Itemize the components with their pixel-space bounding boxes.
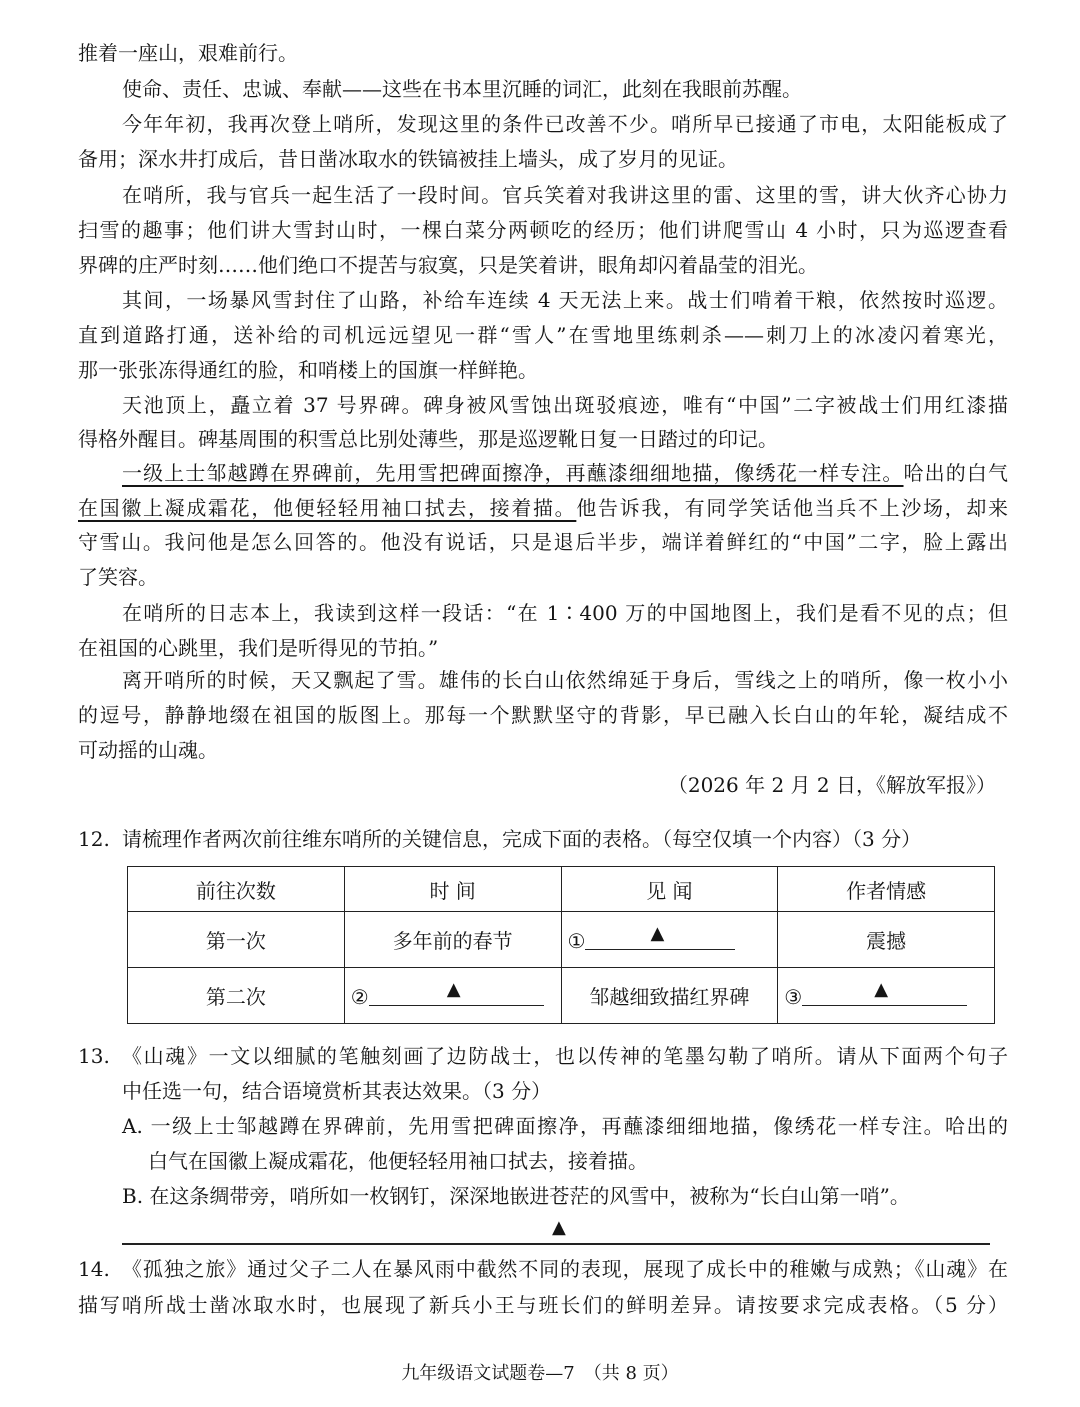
underlined-line-2 <box>78 493 1008 523</box>
underlined-sentence-part-2: 在国徽上凝成霜花，他便轻轻用袖口拭去，接着描。 <box>78 496 577 520</box>
blank-1-marker: ① <box>567 928 586 953</box>
blank-2-line[interactable] <box>369 978 544 1006</box>
blank-3-line[interactable] <box>802 978 967 1006</box>
passage-line: 在祖国的心跳里，我们是听得见的节拍。” <box>78 636 439 660</box>
blank-1-line[interactable] <box>585 922 735 950</box>
passage-continuation: 哈出的白气 <box>903 461 1009 485</box>
blank-triangle-icon: ▲ <box>874 978 889 1000</box>
cell-first-time: 多年前的春节 <box>344 912 561 968</box>
passage-line: 直到道路打通，送补给的司机远远望见一群“雪人”在雪地里练刺杀——刺刀上的冰凌闪着寒光， <box>78 323 1008 347</box>
blank-triangle-icon: ▲ <box>446 978 461 1000</box>
passage-line: 可动摇的山魂。 <box>78 738 218 762</box>
passage-line: 备用；深水井打成后，昔日凿冰取水的铁镐被挂上墙头，成了岁月的见证。 <box>78 147 738 171</box>
cell-first-visit: 第一次 <box>128 912 345 968</box>
header-visit: 前往次数 <box>128 867 345 912</box>
passage-line: 其间，一场暴风雪封住了山路，补给车连续 4 天无法上来。战士们啃着干粮，依然按时巡逻。 <box>122 288 1008 312</box>
passage-line: 的逗号，静静地缀在祖国的版图上。那每一个默默坚守的背影，早已融入长白山的年轮，凝结成不 <box>78 703 1008 727</box>
passage-line: 在哨所，我与官兵一起生活了一段时间。官兵笑着对我讲这里的雷、这里的雪，讲大伙齐心协力 <box>122 183 1008 207</box>
header-time: 时 间 <box>344 867 561 912</box>
underlined-sentence-part-1: 一级上士邹越蹲在界碑前，先用雪把碑面擦净，再蘸漆细细地描，像绣花一样专注。 <box>122 461 904 485</box>
passage-line: 了笑容。 <box>78 565 158 589</box>
passage-line: 推着一座山，艰难前行。 <box>78 41 298 65</box>
q14-line-1: 《孤独之旅》通过父子二人在暴风雨中截然不同的表现，展现了成长中的稚嫩与成熟；《山魂》在 <box>122 1257 1008 1281</box>
q14-number: 14. <box>78 1257 110 1281</box>
q13-answer-line[interactable] <box>122 1243 990 1245</box>
passage-line: 离开哨所的时候，天又飘起了雪。雄伟的长白山依然绵延于身后，雪线之上的哨所，像一枚小小 <box>122 668 1008 692</box>
passage-line: 使命、责任、忠诚、奉献——这些在书本里沉睡的词汇，此刻在我眼前苏醒。 <box>122 77 802 101</box>
q12-text: 请梳理作者两次前往维东哨所的关键信息，完成下面的表格。（每空仅填一个内容）（3 分） <box>122 827 922 851</box>
blank-2-cell[interactable] <box>344 968 561 1024</box>
q12-answer-table <box>127 866 995 1024</box>
q13-line-1: 《山魂》一文以细腻的笔触刻画了边防战士，也以传神的笔墨勾勒了哨所。请从下面两个句子 <box>122 1044 1008 1068</box>
blank-3-marker: ③ <box>784 984 803 1009</box>
q13-option-b: B. 在这条绸带旁，哨所如一枚钢钉，深深地嵌进苍茫的风雪中，被称为“长白山第一哨”。 <box>122 1184 910 1208</box>
q14-line-2: 描写哨所战士凿冰取水时，也展现了新兵小王与班长们的鲜明差异。请按要求完成表格。（5 分） <box>78 1293 1008 1317</box>
header-observation: 见 闻 <box>561 867 778 912</box>
passage-line: 天池顶上，矗立着 37 号界碑。碑身被风雪蚀出斑驳痕迹，唯有“中国”二字被战士们用红漆描 <box>122 393 1008 417</box>
cell-first-emotion: 震撼 <box>778 912 995 968</box>
table-row <box>128 968 995 1024</box>
blank-1-cell[interactable] <box>561 912 778 968</box>
q13-option-a-line-2: 白气在国徽上凝成霜花，他便轻轻用袖口拭去，接着描。 <box>148 1149 648 1173</box>
blank-2-marker: ② <box>350 984 369 1009</box>
cell-second-visit: 第二次 <box>128 968 345 1024</box>
page-footer: 九年级语文试题卷—7 （共 8 页） <box>401 1363 679 1384</box>
blank-3-cell[interactable] <box>778 968 995 1024</box>
q13-option-a-line-1: A. 一级上士邹越蹲在界碑前，先用雪把碑面擦净，再蘸漆细细地描，像绣花一样专注。哈出的 <box>122 1114 1008 1138</box>
table-row <box>128 912 995 968</box>
cell-second-observation: 邹越细致描红界碑 <box>561 968 778 1024</box>
underlined-line-1 <box>122 458 1008 488</box>
passage-line: 得格外醒目。碑基周围的积雪总比别处薄些，那是巡逻靴日复一日踏过的印记。 <box>78 427 778 451</box>
passage-line: 那一张张冻得通红的脸，和哨楼上的国旗一样鲜艳。 <box>78 358 538 382</box>
blank-triangle-icon: ▲ <box>650 922 665 944</box>
passage-line: 扫雪的趣事；他们讲大雪封山时，一棵白菜分两顿吃的经历；他们讲爬雪山 4 小时，只为巡逻查看 <box>78 218 1008 242</box>
source-citation: （2026 年 2 月 2 日，《解放军报》） <box>667 773 996 797</box>
passage-line: 界碑的庄严时刻……他们绝口不提苦与寂寞，只是笑着讲，眼角却闪着晶莹的泪光。 <box>78 253 818 277</box>
header-emotion: 作者情感 <box>778 867 995 912</box>
passage-line: 今年年初，我再次登上哨所，发现这里的条件已改善不少。哨所早已接通了市电，太阳能板成了 <box>122 112 1008 136</box>
q13-number: 13. <box>78 1044 110 1068</box>
table-header-row <box>128 867 995 912</box>
q13-line-2: 中任选一句，结合语境赏析其表达效果。（3 分） <box>122 1079 552 1103</box>
passage-line: 在哨所的日志本上，我读到这样一段话：“在 1∶400 万的中国地图上，我们是看不见的点；但 <box>122 601 1008 625</box>
answer-triangle-icon: ▲ <box>552 1217 566 1238</box>
passage-continuation-2: 他告诉我，有同学笑话他当兵不上沙场，却来 <box>576 496 1009 520</box>
passage-line: 守雪山。我问他是怎么回答的。他没有说话，只是退后半步，端详着鲜红的“中国”二字，脸上露出 <box>78 530 1008 554</box>
q12-number: 12. <box>78 827 110 851</box>
